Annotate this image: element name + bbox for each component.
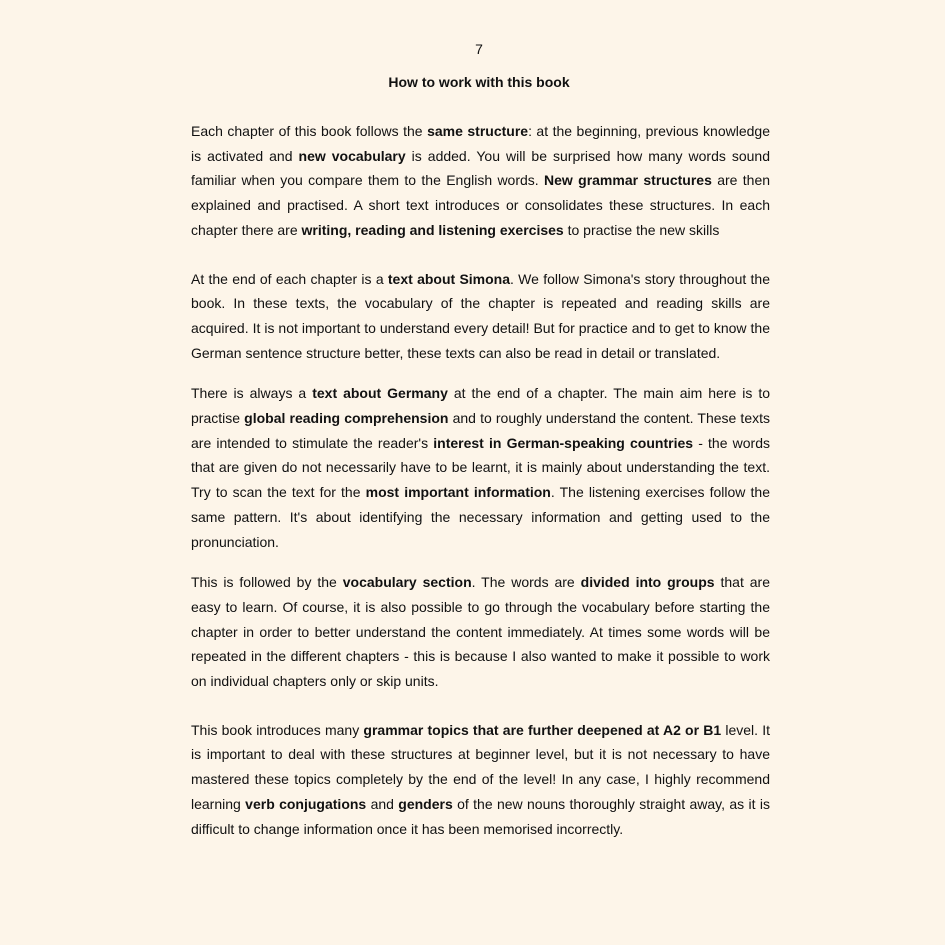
- emphasized-text: grammar topics that are further deepened at A2 or B1: [363, 721, 722, 738]
- emphasized-text: writing, reading and listening exercises: [301, 221, 564, 238]
- text-run: This is followed by the: [191, 574, 343, 591]
- emphasized-text: same structure: [427, 123, 529, 139]
- emphasized-text: New grammar structures: [544, 172, 712, 189]
- text-run: and to roughly understand the content. These texts are intended to stimulate the reader's: [191, 410, 770, 451]
- emphasized-text: verb conjugations: [245, 795, 367, 812]
- emphasized-text: divided into groups: [580, 574, 715, 591]
- text-run: This book introduces many: [191, 721, 364, 738]
- paragraph-simona-text: [191, 267, 770, 366]
- body-text: [191, 119, 770, 841]
- emphasized-text: text about Germany: [312, 385, 448, 402]
- text-run: level. It is important to deal with these structures at beginner level, but it is not necessary to have mastered these topics completely by the end of the level! In any case, I highly recommend learning: [191, 721, 770, 812]
- paragraph-structure: [191, 119, 770, 243]
- text-run: Each chapter of this book follows the: [191, 123, 428, 139]
- text-run: . We follow Simona's story throughout the book. In these texts, the vocabulary of the chapter is repeated and reading skills are acquired. It is not important to understand every detail! But for practice and to get to know the German sentence structure better, these texts can also be read in detail or translated.: [191, 270, 770, 361]
- text-run: are then explained and practised. A short text introduces or consolidates these structures. In each chapter there are: [191, 172, 771, 238]
- emphasized-text: global reading comprehension: [244, 410, 449, 427]
- page-title: How to work with this book: [388, 74, 570, 90]
- text-run: to practise the new skills: [563, 221, 720, 238]
- text-run: of the new nouns thoroughly straight away, as it is difficult to change information once it has been memorised incorrectly.: [191, 795, 770, 837]
- text-run: There is always a: [191, 385, 313, 402]
- emphasized-text: genders: [398, 795, 453, 812]
- page-number: 7: [475, 41, 483, 57]
- paragraph-grammar-topics: [191, 718, 770, 842]
- text-run: at the end of a chapter. The main aim here is to practise: [191, 385, 771, 427]
- text-run: . The listening exercises follow the same pattern. It's about identifying the necessary information and getting used to the pronunciation.: [191, 484, 770, 550]
- emphasized-text: text about Simona: [387, 270, 511, 287]
- text-run: : at the beginning, previous knowledge is activated and: [191, 123, 770, 164]
- text-run: - the words that are given do not necessarily have to be learnt, it is mainly about understanding the text. Try to scan the text for the: [191, 434, 771, 501]
- emphasized-text: interest in German-speaking countries: [433, 434, 694, 451]
- text-run: . The words are: [471, 574, 581, 591]
- emphasized-text: vocabulary section: [342, 574, 472, 591]
- paragraph-vocabulary-section: [191, 570, 770, 694]
- paragraph-germany-text: [191, 381, 770, 554]
- emphasized-text: new vocabulary: [298, 147, 406, 164]
- text-run: is added. You will be surprised how many words sound familiar when you compare them to the English words.: [191, 147, 770, 189]
- text-run: and: [366, 795, 399, 812]
- text-run: that are easy to learn. Of course, it is also possible to go through the vocabulary before starting the chapter in order to better understand the content immediately. At times some words will be repeated in the different chapters - this is because I also wanted to make it possible to work on individual chapters only or skip units.: [191, 574, 770, 690]
- emphasized-text: most important information: [365, 484, 551, 501]
- text-run: At the end of each chapter is a: [191, 270, 388, 287]
